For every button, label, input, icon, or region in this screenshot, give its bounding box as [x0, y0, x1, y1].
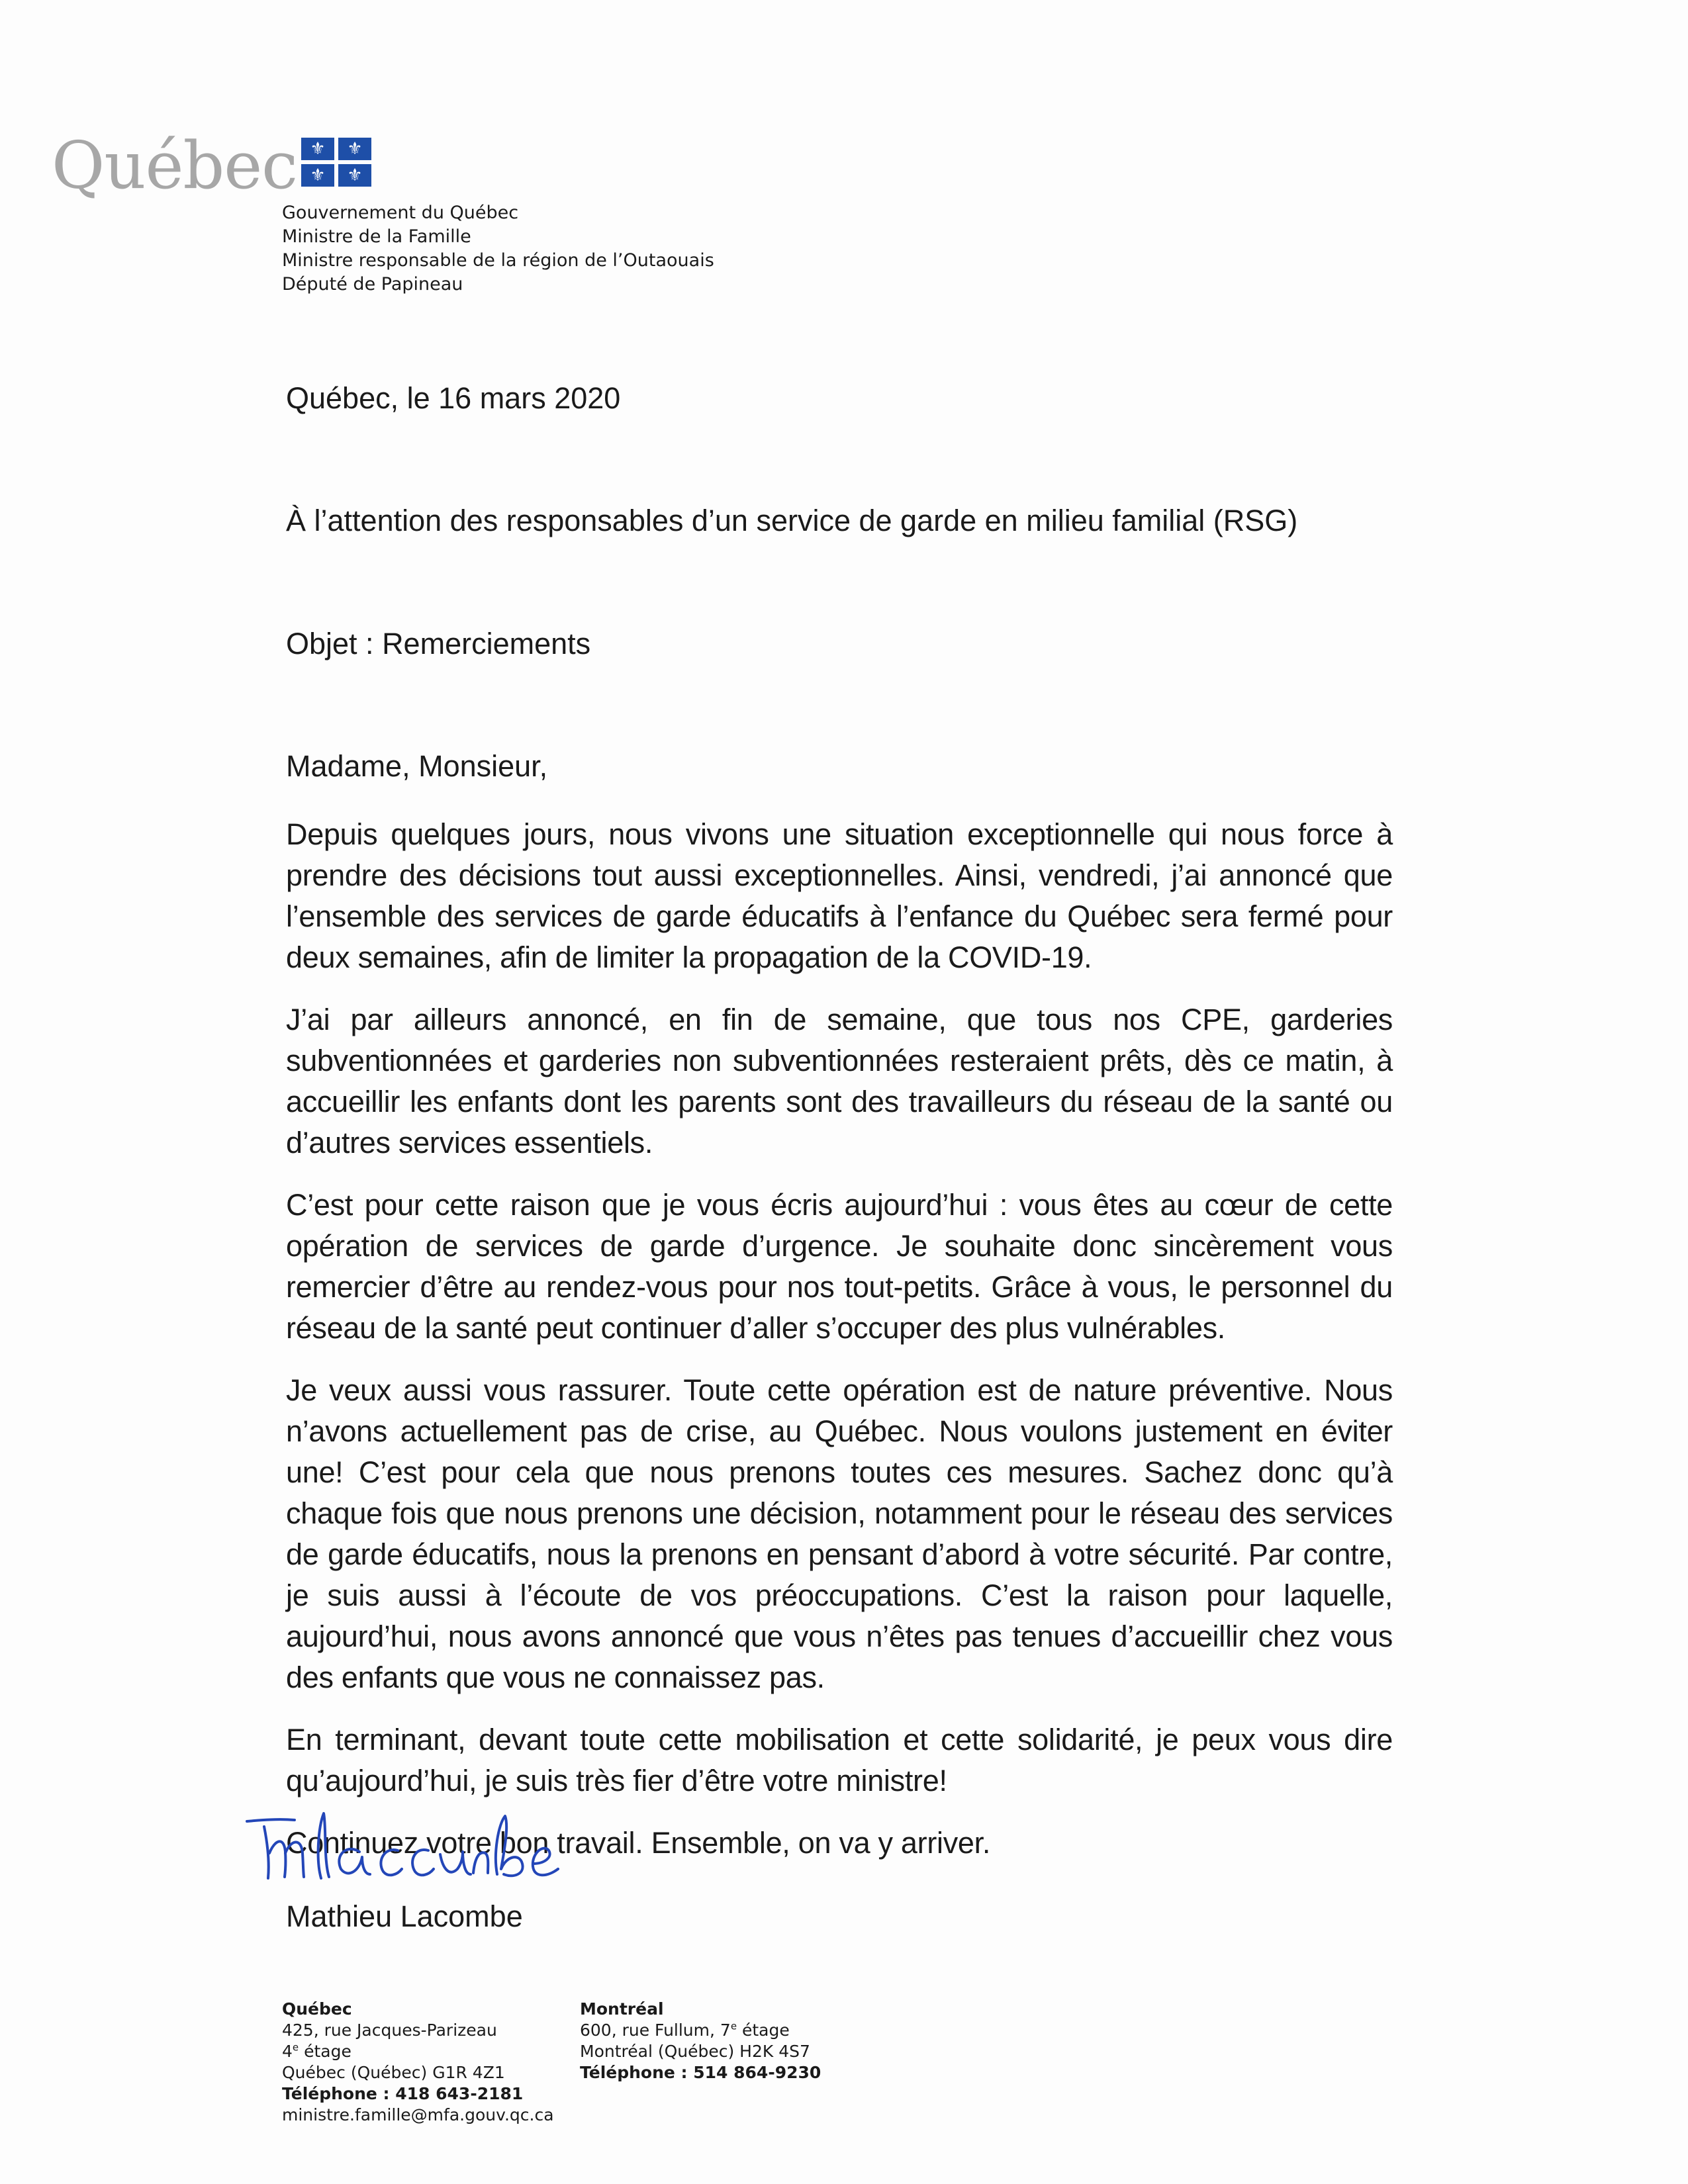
address-city: Montréal: [580, 1999, 664, 2019]
header-line-region: Ministre responsable de la région de l’Outaouais: [282, 250, 714, 271]
address-email: ministre.famille@mfa.gouv.qc.ca: [282, 2105, 554, 2124]
logo-wordmark: Québec: [52, 128, 298, 204]
header-line-minister: Ministre de la Famille: [282, 226, 471, 247]
address-quebec: [282, 1999, 554, 2126]
fleur-de-lis-icon: ⚜: [338, 138, 371, 160]
signature-graphic: [242, 1800, 586, 1886]
address-montreal: [580, 1999, 821, 2083]
fleurdelise-flag-icon: [301, 138, 371, 187]
paragraph: C’est pour cette raison que je vous écris aujourd’hui : vous êtes au cœur de cette opération de services de garde d’urgence. Je souhaite donc sincèrement vous remercier d’être au rendez-vous pour nos tout-petits. Grâce à vous, le personnel du réseau de la santé peut continuer d’aller s’occuper des plus vulnérables.: [286, 1188, 1393, 1345]
address-floor: 4e étage: [282, 2041, 352, 2061]
address-postal: Québec (Québec) G1R 4Z1: [282, 2063, 505, 2082]
paragraph: Depuis quelques jours, nous vivons une situation exceptionnelle qui nous force à prendre des décisions tout aussi exceptionnelles. Ainsi, vendredi, j’ai annoncé que l’ensemble des services de garde éducatifs à l’enfance du Québec sera fermé pour deux semaines, afin de limiter la propagation de la COVID-19.: [286, 817, 1393, 974]
quebec-logo: [52, 128, 371, 204]
paragraph: Continuez votre bon travail. Ensemble, on va y arriver.: [286, 1826, 991, 1860]
header-line-deputy: Député de Papineau: [282, 274, 463, 295]
fleur-de-lis-icon: ⚜: [301, 164, 334, 187]
address-street: 425, rue Jacques-Parizeau: [282, 2021, 497, 2040]
paragraph: J’ai par ailleurs annoncé, en fin de semaine, que tous nos CPE, garderies subventionnées et garderies non subventionnées resteraient prêts, dès ce matin, à accueillir les enfants dont les parents sont des travailleurs du réseau de la santé ou d’autres services essentiels.: [286, 1003, 1393, 1160]
signer-name: Mathieu Lacombe: [286, 1899, 523, 1933]
fleur-de-lis-icon: ⚜: [301, 138, 334, 160]
letter-subject: Objet : Remerciements: [286, 627, 591, 660]
letter-date: Québec, le 16 mars 2020: [286, 381, 621, 415]
letter-body: [286, 814, 1393, 1885]
fleur-de-lis-icon: ⚜: [338, 164, 371, 187]
address-street: 600, rue Fullum, 7e étage: [580, 2020, 790, 2040]
header-line-government: Gouvernement du Québec: [282, 203, 519, 223]
address-phone: Téléphone : 514 864-9230: [580, 2063, 821, 2082]
letter-recipient: À l’attention des responsables d’un service de garde en milieu familial (RSG): [286, 504, 1298, 537]
address-city: Québec: [282, 1999, 352, 2019]
paragraph: Je veux aussi vous rassurer. Toute cette opération est de nature préventive. Nous n’avons actuellement pas de crise, au Québec. Nous voulons justement en éviter une! C’est pour cela que nous prenons toutes ces mesures. Sachez donc qu’à chaque fois que nous prenons une décision, notamment pour le réseau des services de garde éducatifs, nous la prenons en pensant d’abord à votre sécurité. Par contre, je suis aussi à l’écoute de vos préoccupations. C’est la raison pour laquelle, aujourd’hui, nous avons annoncé que vous n’êtes pas tenues d’accueillir chez vous des enfants que vous ne connaissez pas.: [286, 1373, 1393, 1694]
letter-salutation: Madame, Monsieur,: [286, 749, 548, 783]
ministry-header: [282, 201, 714, 296]
address-phone: Téléphone : 418 643-2181: [282, 2084, 524, 2103]
handwritten-signature: [242, 1800, 586, 1889]
paragraph: En terminant, devant toute cette mobilisation et cette solidarité, je peux vous dire qu’aujourd’hui, je suis très fier d’être votre ministre!: [286, 1723, 1393, 1797]
address-postal: Montréal (Québec) H2K 4S7: [580, 2042, 810, 2061]
